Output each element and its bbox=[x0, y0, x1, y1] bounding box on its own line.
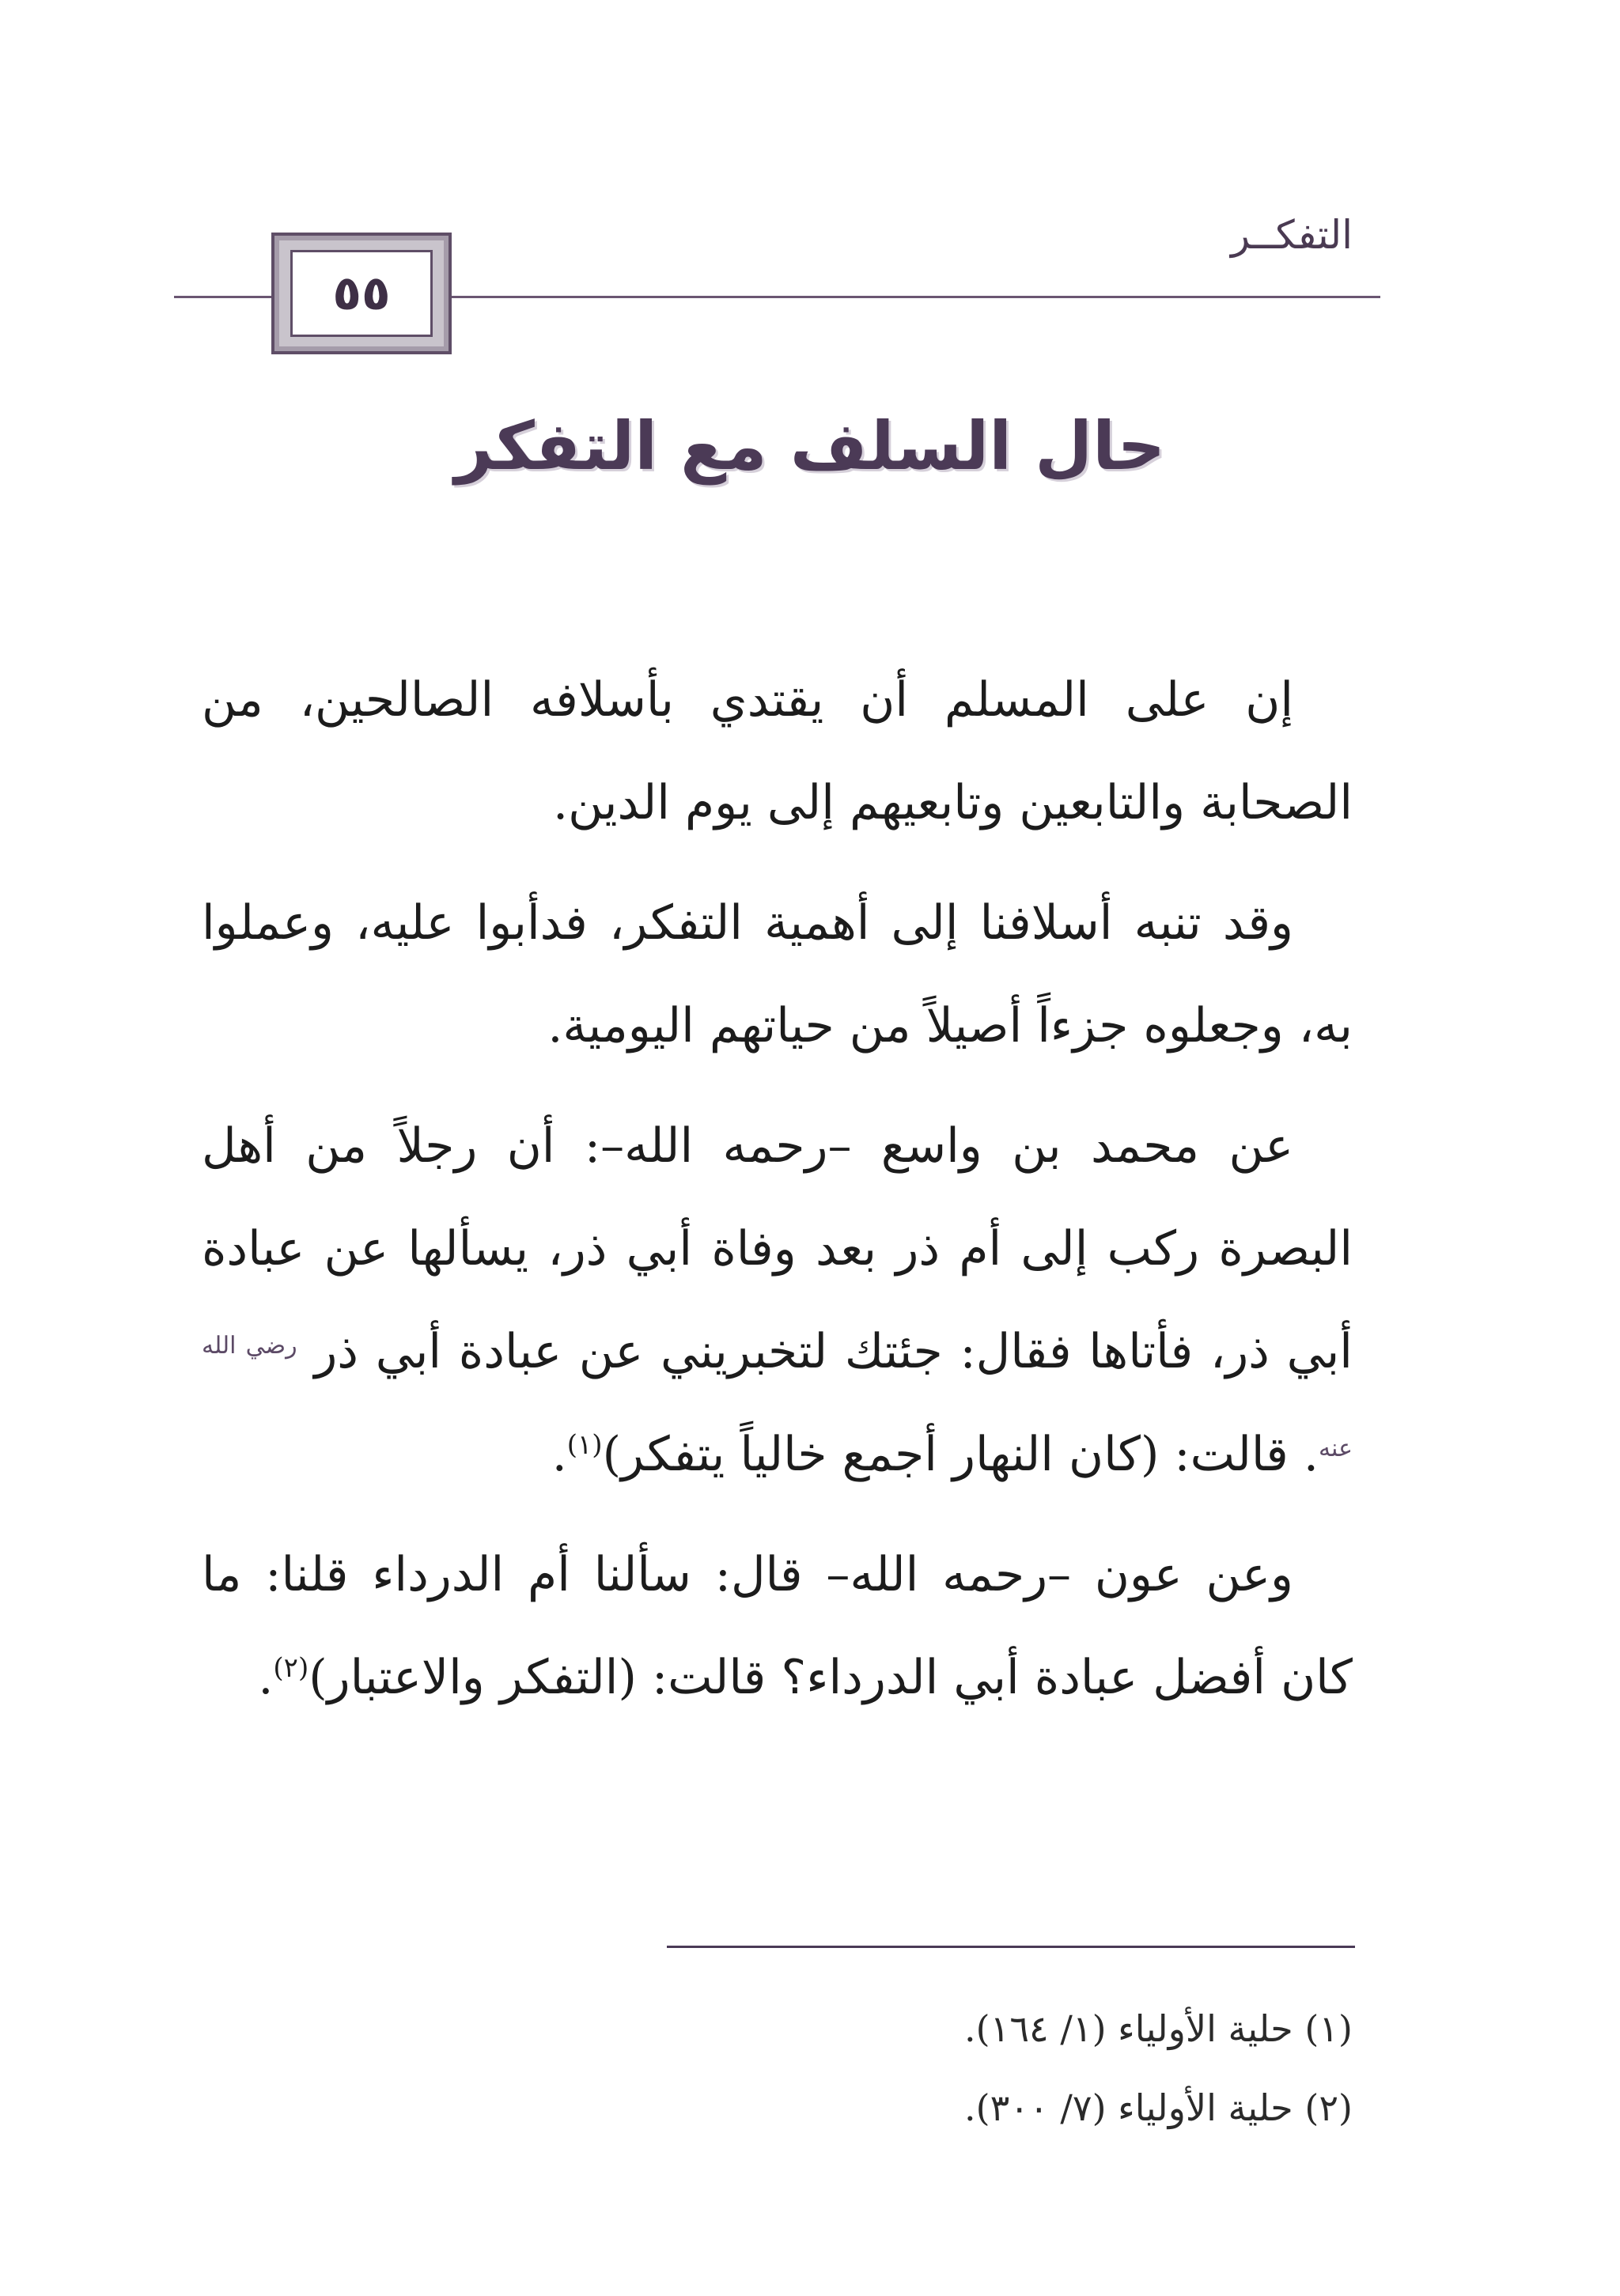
running-header-title: التفكــر bbox=[1230, 212, 1353, 258]
paragraph-4-text: وعن عون –رحمه الله– قال: سألنا أم الدرداء قلنا: ما كان أفضل عبادة أبي الدرداء؟ قالت: (التفكر والاعتبار) bbox=[202, 1547, 1353, 1705]
paragraph-1-text: إن على المسلم أن يقتدي بأسلافه الصالحين، من الصحابة والتابعين وتابعيهم إلى يوم الدين. bbox=[202, 672, 1353, 830]
paragraph-3-text-after: . قالت: (كان النهار أجمع خالياً يتفكر) bbox=[602, 1427, 1319, 1482]
honorific-glyph: رضي الله عنه bbox=[202, 1332, 1353, 1462]
paragraph-2-text: وقد تنبه أسلافنا إلى أهمية التفكر، فدأبوا عليه، وعملوا به، وجعلوه جزءاً أصيلاً من حياتهم اليومية. bbox=[202, 895, 1353, 1053]
footnotes bbox=[403, 1989, 1353, 2147]
chapter-title: حال السلف مع التفكر bbox=[454, 407, 1166, 485]
footnote-1: (١) حلية الأولياء (١/ ١٦٤). bbox=[964, 2007, 1353, 2050]
paragraph-1 bbox=[202, 649, 1353, 854]
footnote-2: (٢) حلية الأولياء (٧/ ٣٠٠). bbox=[964, 2086, 1353, 2129]
footnote-ref-2[interactable]: (٢) bbox=[273, 1652, 309, 1684]
body-text bbox=[202, 649, 1353, 1746]
footnote-separator bbox=[667, 1946, 1355, 1948]
paragraph-2 bbox=[202, 872, 1353, 1077]
paragraph-4 bbox=[202, 1523, 1353, 1729]
paragraph-3-text-before: عن محمد بن واسع –رحمه الله–: أن رجلاً من أهل البصرة ركب إلى أم ذر بعد وفاة أبي ذر، يسألها عن عبادة أبي ذر، فأتاها فقال: جئتك لتخبريني عن عبادة أبي ذر bbox=[202, 1118, 1353, 1379]
paragraph-3 bbox=[202, 1095, 1353, 1506]
page-number: ٥٥ bbox=[290, 250, 433, 337]
paragraph-3-end: . bbox=[551, 1427, 567, 1482]
footnote-ref-1[interactable]: (١) bbox=[566, 1429, 603, 1461]
paragraph-4-end: . bbox=[258, 1650, 274, 1705]
page-number-box bbox=[271, 233, 452, 354]
